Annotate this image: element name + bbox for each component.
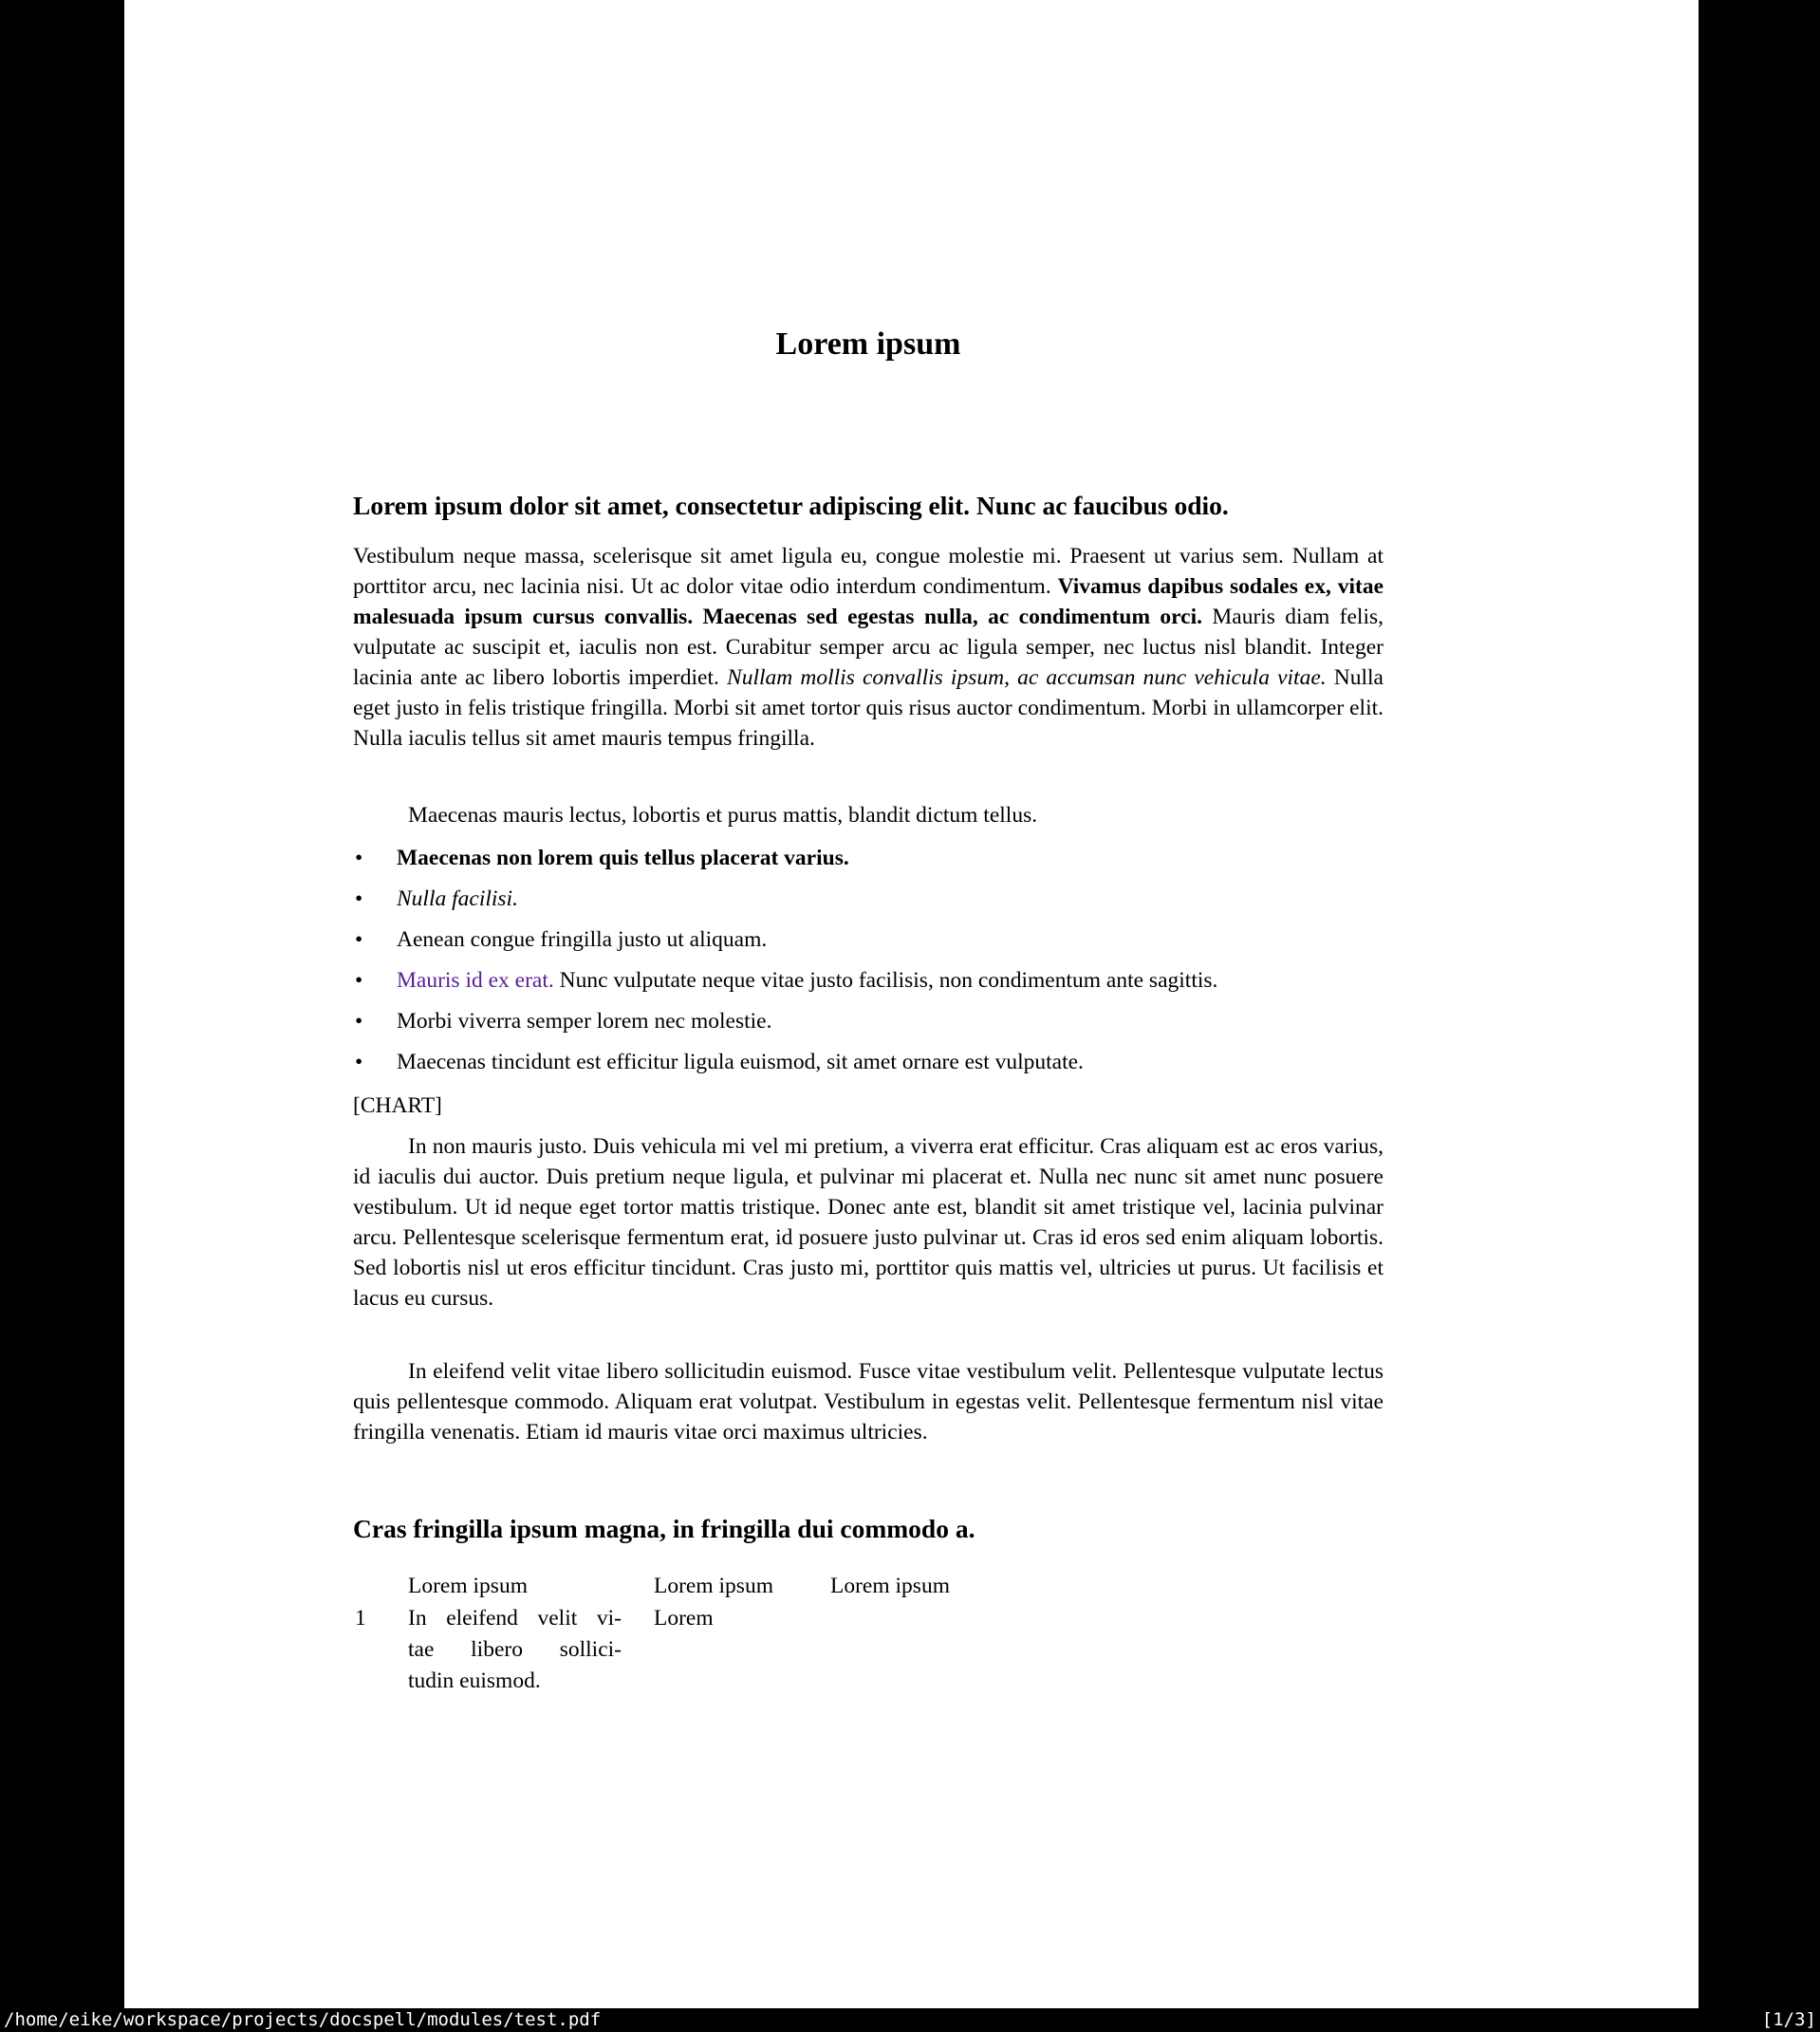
statusbar-file-path: /home/eike/workspace/projects/docspell/modules/test.pdf bbox=[4, 2009, 602, 2030]
text-segment-normal: Nulla eget justo in felis tristique fringilla. Morbi sit amet tortor quis risus auctor condimentum. Morbi in ullamcorper elit. Nulla iaculis tellus sit amet mauris tempus fringilla. bbox=[353, 665, 1384, 751]
list-item bbox=[353, 843, 1384, 873]
text-segment-normal: Vestibulum neque massa, scelerisque sit amet ligula eu, congue molestie mi. Praesent ut varius sem. Nullam at porttitor arcu, nec lacinia nisi. Ut ac dolor vitae odio interdum condimentum. bbox=[353, 544, 1384, 599]
pdf-page[interactable] bbox=[124, 0, 1699, 2008]
bullet-icon: • bbox=[355, 846, 363, 870]
list-item-text bbox=[397, 1006, 1384, 1036]
text-segment-normal: Mauris diam felis, vulputate ac suscipit et, iaculis non est. Curabitur semper arcu ac ligula semper, nec luctus nisl blandit. Integer lacinia ante ac libero lobortis imperdiet. bbox=[353, 605, 1384, 690]
table-header-cell: Lorem ipsum bbox=[830, 1574, 950, 1598]
text-segment-normal: Maecenas tincidunt est efficitur ligula euismod, sit amet ornare est vulputate. bbox=[397, 1050, 1084, 1074]
table-header-cell: Lorem ipsum bbox=[654, 1574, 773, 1598]
text-segment-bold: Maecenas non lorem quis tellus placerat varius. bbox=[397, 846, 849, 870]
table-cell bbox=[408, 1603, 622, 1697]
bullet-icon: • bbox=[355, 886, 363, 911]
text-segment-italic: Nulla facilisi. bbox=[397, 886, 518, 911]
section-heading-2: Cras fringilla ipsum magna, in fringilla dui commodo a. bbox=[353, 1514, 975, 1543]
chart-placeholder: [CHART] bbox=[353, 1093, 442, 1118]
list-item-text bbox=[397, 1047, 1384, 1077]
statusbar-page-indicator: [1/3] bbox=[1761, 2009, 1816, 2030]
text-segment-normal: Morbi viverra semper lorem nec molestie. bbox=[397, 1009, 772, 1034]
list-item-text bbox=[397, 884, 1384, 914]
list-item bbox=[353, 965, 1384, 996]
list-item bbox=[353, 884, 1384, 914]
table-row-number: 1 bbox=[355, 1606, 366, 1631]
document-link[interactable]: Mauris id ex erat. bbox=[397, 968, 554, 993]
statusbar bbox=[0, 2008, 1820, 2032]
table-cell-line: In eleifend velit vi- bbox=[408, 1606, 622, 1631]
list-item-text bbox=[397, 843, 1384, 873]
paragraph-3: In eleifend velit vitae libero sollicitudin euismod. Fusce vitae vestibulum velit. Pellentesque vulputate lectus quis pellentesque commodo. Aliquam erat volutpat. Vestibulum in egestas velit. Pellentesque fermentum nisl vitae fringilla venenatis. Etiam id mauris vitae orci maximus ultricies. bbox=[353, 1359, 1384, 1445]
bullet-list bbox=[353, 843, 1384, 1088]
list-item bbox=[353, 924, 1384, 955]
list-item bbox=[353, 1006, 1384, 1036]
paragraph-indented: Maecenas mauris lectus, lobortis et purus mattis, blandit dictum tellus. bbox=[408, 803, 1038, 828]
list-item bbox=[353, 1047, 1384, 1077]
text-segment-normal: Aenean congue fringilla justo ut aliquam. bbox=[397, 927, 768, 952]
table-cell: Lorem bbox=[654, 1606, 714, 1631]
bullet-icon: • bbox=[355, 1009, 363, 1034]
text-segment-italic: Nullam mollis convallis ipsum, ac accumsan nunc vehicula vitae. bbox=[727, 665, 1327, 690]
section-heading-1: Lorem ipsum dolor sit amet, consectetur adipiscing elit. Nunc ac faucibus odio. bbox=[353, 491, 1229, 520]
table-cell-line: tudin euismod. bbox=[408, 1668, 541, 1693]
text-segment-bold: Vivamus dapibus sodales ex, vitae malesuada ipsum cursus convallis. Maecenas sed egestas nulla, ac condimentum orci. bbox=[353, 574, 1384, 629]
paragraph-1 bbox=[353, 541, 1384, 754]
document-title: Lorem ipsum bbox=[775, 326, 961, 362]
bullet-icon: • bbox=[355, 968, 363, 993]
bullet-icon: • bbox=[355, 1050, 363, 1074]
table-cell-line: tae libero sollici- bbox=[408, 1637, 622, 1662]
table-header-cell: Lorem ipsum bbox=[408, 1574, 528, 1598]
paragraph-2: In non mauris justo. Duis vehicula mi vel mi pretium, a viverra erat efficitur. Cras aliquam est ac eros varius, id iaculis dui auctor. Duis pretium neque ligula, et pulvinar mi placerat et. Nulla nec nunc sit amet nunc posuere vestibulum. Ut id neque eget tortor mattis tristique. Donec ante est, blandit sit amet tristique vel, lacinia pulvinar arcu. Pellentesque scelerisque fermentum erat, id posuere justo pulvinar ut. Cras id eros sed enim aliquam lobortis. Sed lobortis nisl ut eros efficitur tincidunt. Cras justo mi, porttitor quis mattis vel, ultricies ut purus. Ut facilisis et lacus eu cursus. bbox=[353, 1134, 1384, 1311]
document-content bbox=[353, 0, 1384, 2008]
list-item-text bbox=[397, 965, 1384, 996]
bullet-icon: • bbox=[355, 927, 363, 952]
list-item-text bbox=[397, 924, 1384, 955]
text-segment-normal: Nunc vulputate neque vitae justo facilisis, non condimentum ante sagittis. bbox=[553, 968, 1218, 993]
